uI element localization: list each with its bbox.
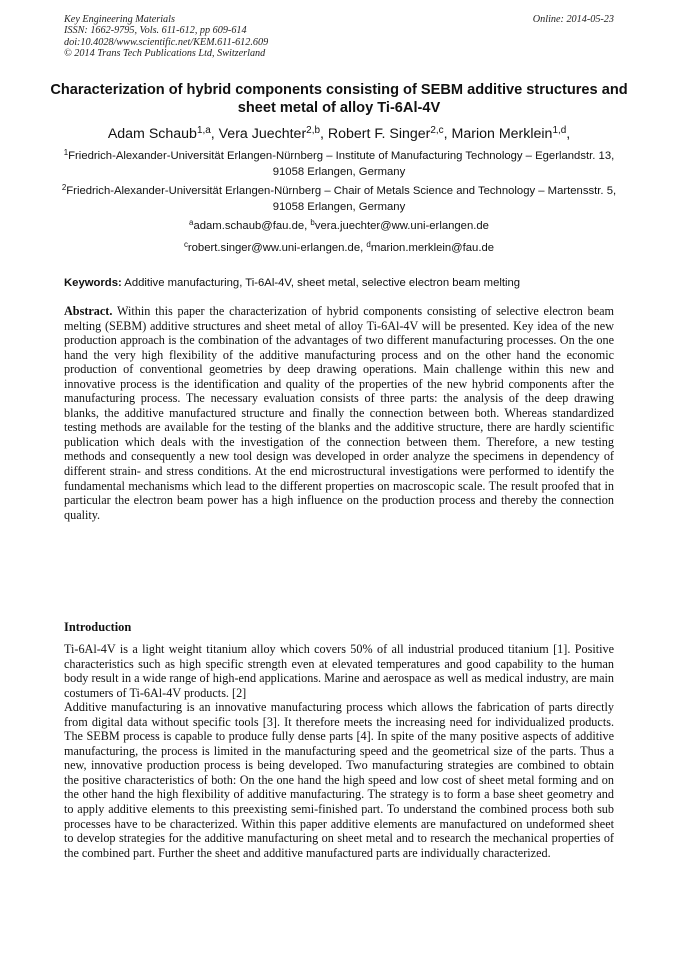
author-name: Adam Schaub [107, 126, 197, 142]
affiliation-2 [50, 184, 628, 215]
copyright-line: © 2014 Trans Tech Publications Ltd, Switzerland [64, 48, 266, 60]
keywords-label: Keywords: [64, 277, 122, 289]
abstract [64, 304, 614, 522]
affiliation-1 [50, 149, 628, 180]
email-link[interactable]: marion.merklein@fau.de [370, 242, 495, 254]
keywords-text: Additive manufacturing, Ti-6Al-4V, sheet metal, selective electron beam melting [121, 277, 521, 289]
email-link[interactable]: adam.schaub@fau.de, [193, 220, 311, 232]
email-sup: b [310, 218, 315, 228]
online-date: Online: 2014-05-23 [532, 14, 614, 25]
author-sup: 1,a [196, 125, 211, 137]
author-sep: , [319, 126, 328, 142]
email-link[interactable]: vera.juechter@ww.uni-erlangen.de [314, 220, 489, 232]
author-name: Vera Juechter [218, 126, 307, 142]
author-sep: , [210, 126, 219, 142]
email-line-2 [40, 241, 638, 255]
email-line-1 [40, 219, 638, 233]
author-sep: , [566, 126, 571, 142]
paragraph: Ti-6Al-4V is a light weight titanium alloy which covers 50% of all industrial produced titanium [1]. Positive characteristics such as high specific strength even at elevated temperatures and good capability to the human body result in a wide range of high-end applications. Marine and aerospace as well as medical industry, are main costumers of Ti-6Al-4V products. [2] [64, 642, 614, 700]
email-sup: c [183, 240, 188, 250]
doi-line: doi:10.4028/www.scientific.net/KEM.611-612.609 [64, 36, 269, 48]
abstract-label: Abstract. [64, 304, 113, 318]
email-link[interactable]: robert.singer@ww.uni-erlangen.de, [187, 242, 367, 254]
introduction-heading: Introduction [64, 620, 132, 634]
paragraph: Additive manufacturing is an innovative manufacturing process which allows the fabrication of parts directly from digital data without specific tools [3]. It therefore meets the increasing need for individualized products. The SEBM process is capable to produce fully dense parts [4]. In spite of the many positive aspects of additive manufacturing, the process is limited in the manufacturing speed and the geometrical size of the parts. Thus a new, innovative production process is being developed. Two manufacturing strategies are combined to obtain the positive characteristics of both: On the one hand the high speed and low cost of sheet metal forming and on the other hand the high flexibility of additive manufacturing. The strategy is to form a base sheet geometry and to apply additive elements to this preexisting semi-finished part. To understand the combined process both sub processes have to be characterized. Within this paper additive elements are manufactured on undeformed sheet to develop strategies for the additive manufacturing on sheet metal and to research the mechanical properties of the combined part. Further the sheet and additive manufactured parts are individually characterized. [64, 700, 614, 860]
affiliation-sup: 1 [63, 148, 69, 158]
keywords [64, 276, 616, 290]
introduction-body [64, 642, 614, 860]
issn-line: ISSN: 1662-9795, Vols. 611-612, pp 609-614 [64, 25, 247, 37]
abstract-text: Within this paper the characterization of hybrid components consisting of selective electron beam melting (SEBM) additive structures and sheet metal of alloy Ti-6Al-4V will be presented. Key idea of the new production approach is the combination of the advantages of two different manufacturing processes. On the one hand the very high flexibility of the additive manufacturing process and on the other hand the economic production of conventional geometries by deep drawing operations. Main challenge within this new and innovative process is the identification and quality of the properties of the new hybrid components after the manufacturing process. The necessary evaluation consists of three parts: the analysis of the deep drawing blanks, the additive manufactured structure and finally the connection between both. Whereas standardized testing methods are available for the testing of the blanks and the additive structure, there are hardly scientific publication which deals with the investigation of the connection between them. Therefore, a new testing methods and consequently a new tool design was developed in order analyze the specimens in dependency of different strain- and stress conditions. At the end microstructural investigations were performed to identify the fundamental mechanisms which lead to the different properties on macroscopic scale. The result proofed that in particular the electron beam power has a high influence on the production process and thereby the connection quality. [64, 304, 614, 522]
author-sup: 1,d [552, 125, 567, 137]
author-name: Marion Merklein [451, 126, 553, 142]
affiliation-text: Friedrich-Alexander-Universität Erlangen-Nürnberg – Institute of Manufacturing Technology – Egerlandstr. 13, 91058 Erlangen, Germany [68, 150, 615, 178]
author-name: Robert F. Singer [327, 126, 431, 142]
author-sup: 2,c [430, 125, 444, 137]
journal-name: Key Engineering Materials [64, 14, 175, 25]
affiliation-text: Friedrich-Alexander-Universität Erlangen-Nürnberg – Chair of Metals Science and Technology – Martensstr. 5, 91058 Erlangen, Germany [66, 185, 617, 213]
journal-header [64, 14, 268, 60]
affiliation-sup: 2 [61, 183, 67, 193]
paper-title: Characterization of hybrid components consisting of SEBM additive structures and sheet metal of alloy Ti-6Al-4V [50, 82, 628, 116]
email-sup: d [366, 240, 371, 250]
email-sup: a [189, 218, 194, 228]
author-list [30, 125, 648, 143]
author-sep: , [443, 126, 452, 142]
author-sup: 2,b [306, 125, 320, 137]
